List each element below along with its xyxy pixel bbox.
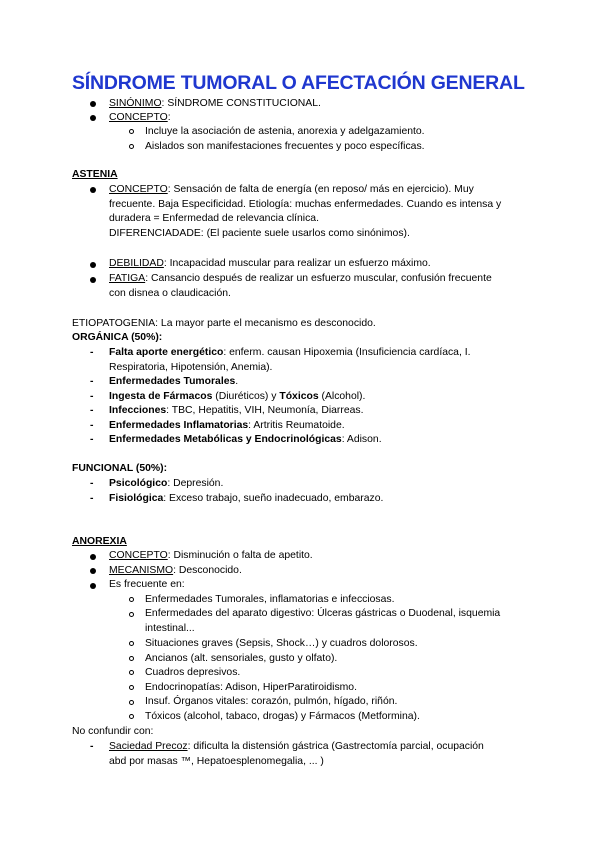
circle-bullet-icon — [129, 641, 134, 646]
anorexia-sub-item: Situaciones graves (Sepsis, Shock…) y cuadros dolorosos. — [145, 638, 418, 649]
etiopatogenia-line: ETIOPATOGENIA: La mayor parte el mecanismo es desconocido. — [72, 318, 376, 329]
fatiga-line — [109, 271, 492, 287]
anorexia-sub-item: Enfermedades del aparato digestivo: Úlceras gástricas o Duodenal, isquemia — [145, 608, 501, 619]
organica-item — [109, 374, 238, 390]
dash-marker: - — [90, 405, 94, 416]
organica-item-text: : TBC, Hepatitis, VIH, Neumonía, Diarreas. — [166, 405, 364, 416]
dash-marker: - — [90, 420, 94, 431]
organica-heading: ORGÁNICA (50%): — [72, 332, 163, 343]
organica-item-text: (Diuréticos) y — [212, 391, 280, 402]
concepto-term: CONCEPTO — [109, 112, 168, 123]
organica-item-bold: Enfermedades Tumorales — [109, 376, 236, 387]
organica-item — [109, 432, 382, 448]
fatiga-term: FATIGA — [109, 273, 146, 284]
organica-item-text: (Alcohol). — [318, 391, 366, 402]
circle-bullet-icon — [129, 685, 134, 690]
saciedad-cont: abd por masas ™, Hepatoesplenomegalia, ... ) — [109, 756, 324, 767]
circle-bullet-icon — [129, 700, 134, 705]
anorexia-sub-item: Cuadros depresivos. — [145, 667, 241, 678]
anorexia-sub-item-cont: intestinal... — [145, 623, 195, 634]
sinonimo-text: : SÍNDROME CONSTITUCIONAL. — [161, 98, 321, 109]
astenia-concepto-cont: frecuente. Baja Especificidad. Etiología: muchas enfermedades. Cuando es intensa y — [109, 199, 502, 210]
bullet-icon — [90, 262, 96, 268]
bullet-icon — [90, 583, 96, 589]
organica-item-text: : Adison. — [341, 434, 382, 445]
circle-bullet-icon — [129, 656, 134, 661]
sinonimo-term: SINÓNIMO — [109, 98, 162, 109]
bullet-icon — [90, 187, 96, 193]
anorexia-sub-item: Insuf. Órganos vitales: corazón, pulmón, hígado, riñón. — [145, 696, 398, 707]
no-confundir-line: No confundir con: — [72, 726, 154, 737]
saciedad-term: Saciedad Precoz — [109, 741, 188, 752]
funcional-item-text: : Exceso trabajo, sueño inadecuado, embarazo. — [163, 493, 384, 504]
anorexia-sub-item: Ancianos (alt. sensoriales, gusto y olfato). — [145, 653, 338, 664]
funcional-item-text: : Depresión. — [167, 478, 224, 489]
organica-item-bold: Falta aporte energético — [109, 347, 224, 358]
organica-item — [109, 345, 471, 361]
organica-item-cont: Respiratoria, Hipotensión, Anemia). — [109, 362, 273, 373]
astenia-concepto-term: CONCEPTO — [109, 184, 168, 195]
astenia-concepto-text: : Sensación de falta de energía (en reposo/ más en ejercicio). Muy — [167, 184, 474, 195]
circle-bullet-icon — [129, 144, 134, 149]
funcional-heading: FUNCIONAL (50%): — [72, 463, 168, 474]
circle-bullet-icon — [129, 714, 134, 719]
astenia-concepto-cont: duradera = Enfermedad de relevancia clínica. — [109, 213, 319, 224]
debilidad-term: DEBILIDAD — [109, 258, 164, 269]
fatiga-cont: con disnea o claudicación. — [109, 288, 231, 299]
frecuente-line: Es frecuente en: — [109, 579, 185, 590]
astenia-concepto-cont: DIFERENCIADADE: (El paciente suele usarlos como sinónimos). — [109, 228, 410, 239]
circle-bullet-icon — [129, 612, 134, 617]
anorexia-sub-item: Tóxicos (alcohol, tabaco, drogas) y Fármacos (Metformina). — [145, 711, 420, 722]
funcional-item-bold: Fisiológica — [109, 493, 164, 504]
dash-marker: - — [90, 434, 94, 445]
saciedad-line — [109, 739, 484, 755]
saciedad-text: : dificulta la distensión gástrica (Gastrectomía parcial, ocupación — [187, 741, 484, 752]
intro-sub-item: Aislados son manifestaciones frecuentes y poco específicas. — [145, 141, 425, 152]
funcional-item — [109, 476, 223, 492]
anorexia-concepto-line — [109, 548, 313, 564]
bullet-icon — [90, 101, 96, 107]
circle-bullet-icon — [129, 597, 134, 602]
dash-marker: - — [90, 478, 94, 489]
organica-item-bold: Tóxicos — [279, 391, 319, 402]
organica-item-bold: Enfermedades Inflamatorias — [109, 420, 249, 431]
mecanismo-term: MECANISMO — [109, 565, 174, 576]
fatiga-text: : Cansancio después de realizar un esfuerzo muscular, confusión frecuente — [145, 273, 492, 284]
debilidad-text: : Incapacidad muscular para realizar un esfuerzo máximo. — [163, 258, 431, 269]
concepto-text: : — [167, 112, 171, 123]
funcional-item-bold: Psicológico — [109, 478, 168, 489]
bullet-icon — [90, 554, 96, 560]
intro-sub-item: Incluye la asociación de astenia, anorexia y adelgazamiento. — [145, 126, 425, 137]
dash-marker: - — [90, 741, 94, 752]
organica-item-bold: Enfermedades Metabólicas y Endocrinológicas — [109, 434, 342, 445]
bullet-icon — [90, 277, 96, 283]
anorexia-sub-item: Enfermedades Tumorales, inflamatorias e infecciosas. — [145, 594, 395, 605]
document-title: SÍNDROME TUMORAL O AFECTACIÓN GENERAL — [72, 72, 525, 94]
bullet-icon — [90, 568, 96, 574]
organica-item-bold: Ingesta de Fármacos — [109, 391, 213, 402]
debilidad-line — [109, 256, 431, 272]
mecanismo-text: : Desconocido. — [173, 565, 242, 576]
dash-marker: - — [90, 347, 94, 358]
organica-item-text: . — [235, 376, 239, 387]
dash-marker: - — [90, 391, 94, 402]
dash-marker: - — [90, 376, 94, 387]
funcional-item — [109, 491, 383, 507]
organica-item-bold: Infecciones — [109, 405, 167, 416]
organica-item-text: : Artritis Reumatoide. — [248, 420, 345, 431]
organica-item-text: : enferm. causan Hipoxemia (Insuficiencia cardíaca, I. — [223, 347, 471, 358]
circle-bullet-icon — [129, 129, 134, 134]
anorexia-concepto-text: : Disminución o falta de apetito. — [167, 550, 313, 561]
circle-bullet-icon — [129, 670, 134, 675]
anorexia-sub-item: Endocrinopatías: Adison, HiperParatiroidismo. — [145, 682, 357, 693]
astenia-concepto-line — [109, 182, 474, 198]
astenia-heading: ASTENIA — [72, 169, 118, 180]
anorexia-heading: ANOREXIA — [72, 536, 127, 547]
organica-item — [109, 403, 363, 419]
bullet-icon — [90, 115, 96, 121]
anorexia-concepto-term: CONCEPTO — [109, 550, 168, 561]
dash-marker: - — [90, 493, 94, 504]
